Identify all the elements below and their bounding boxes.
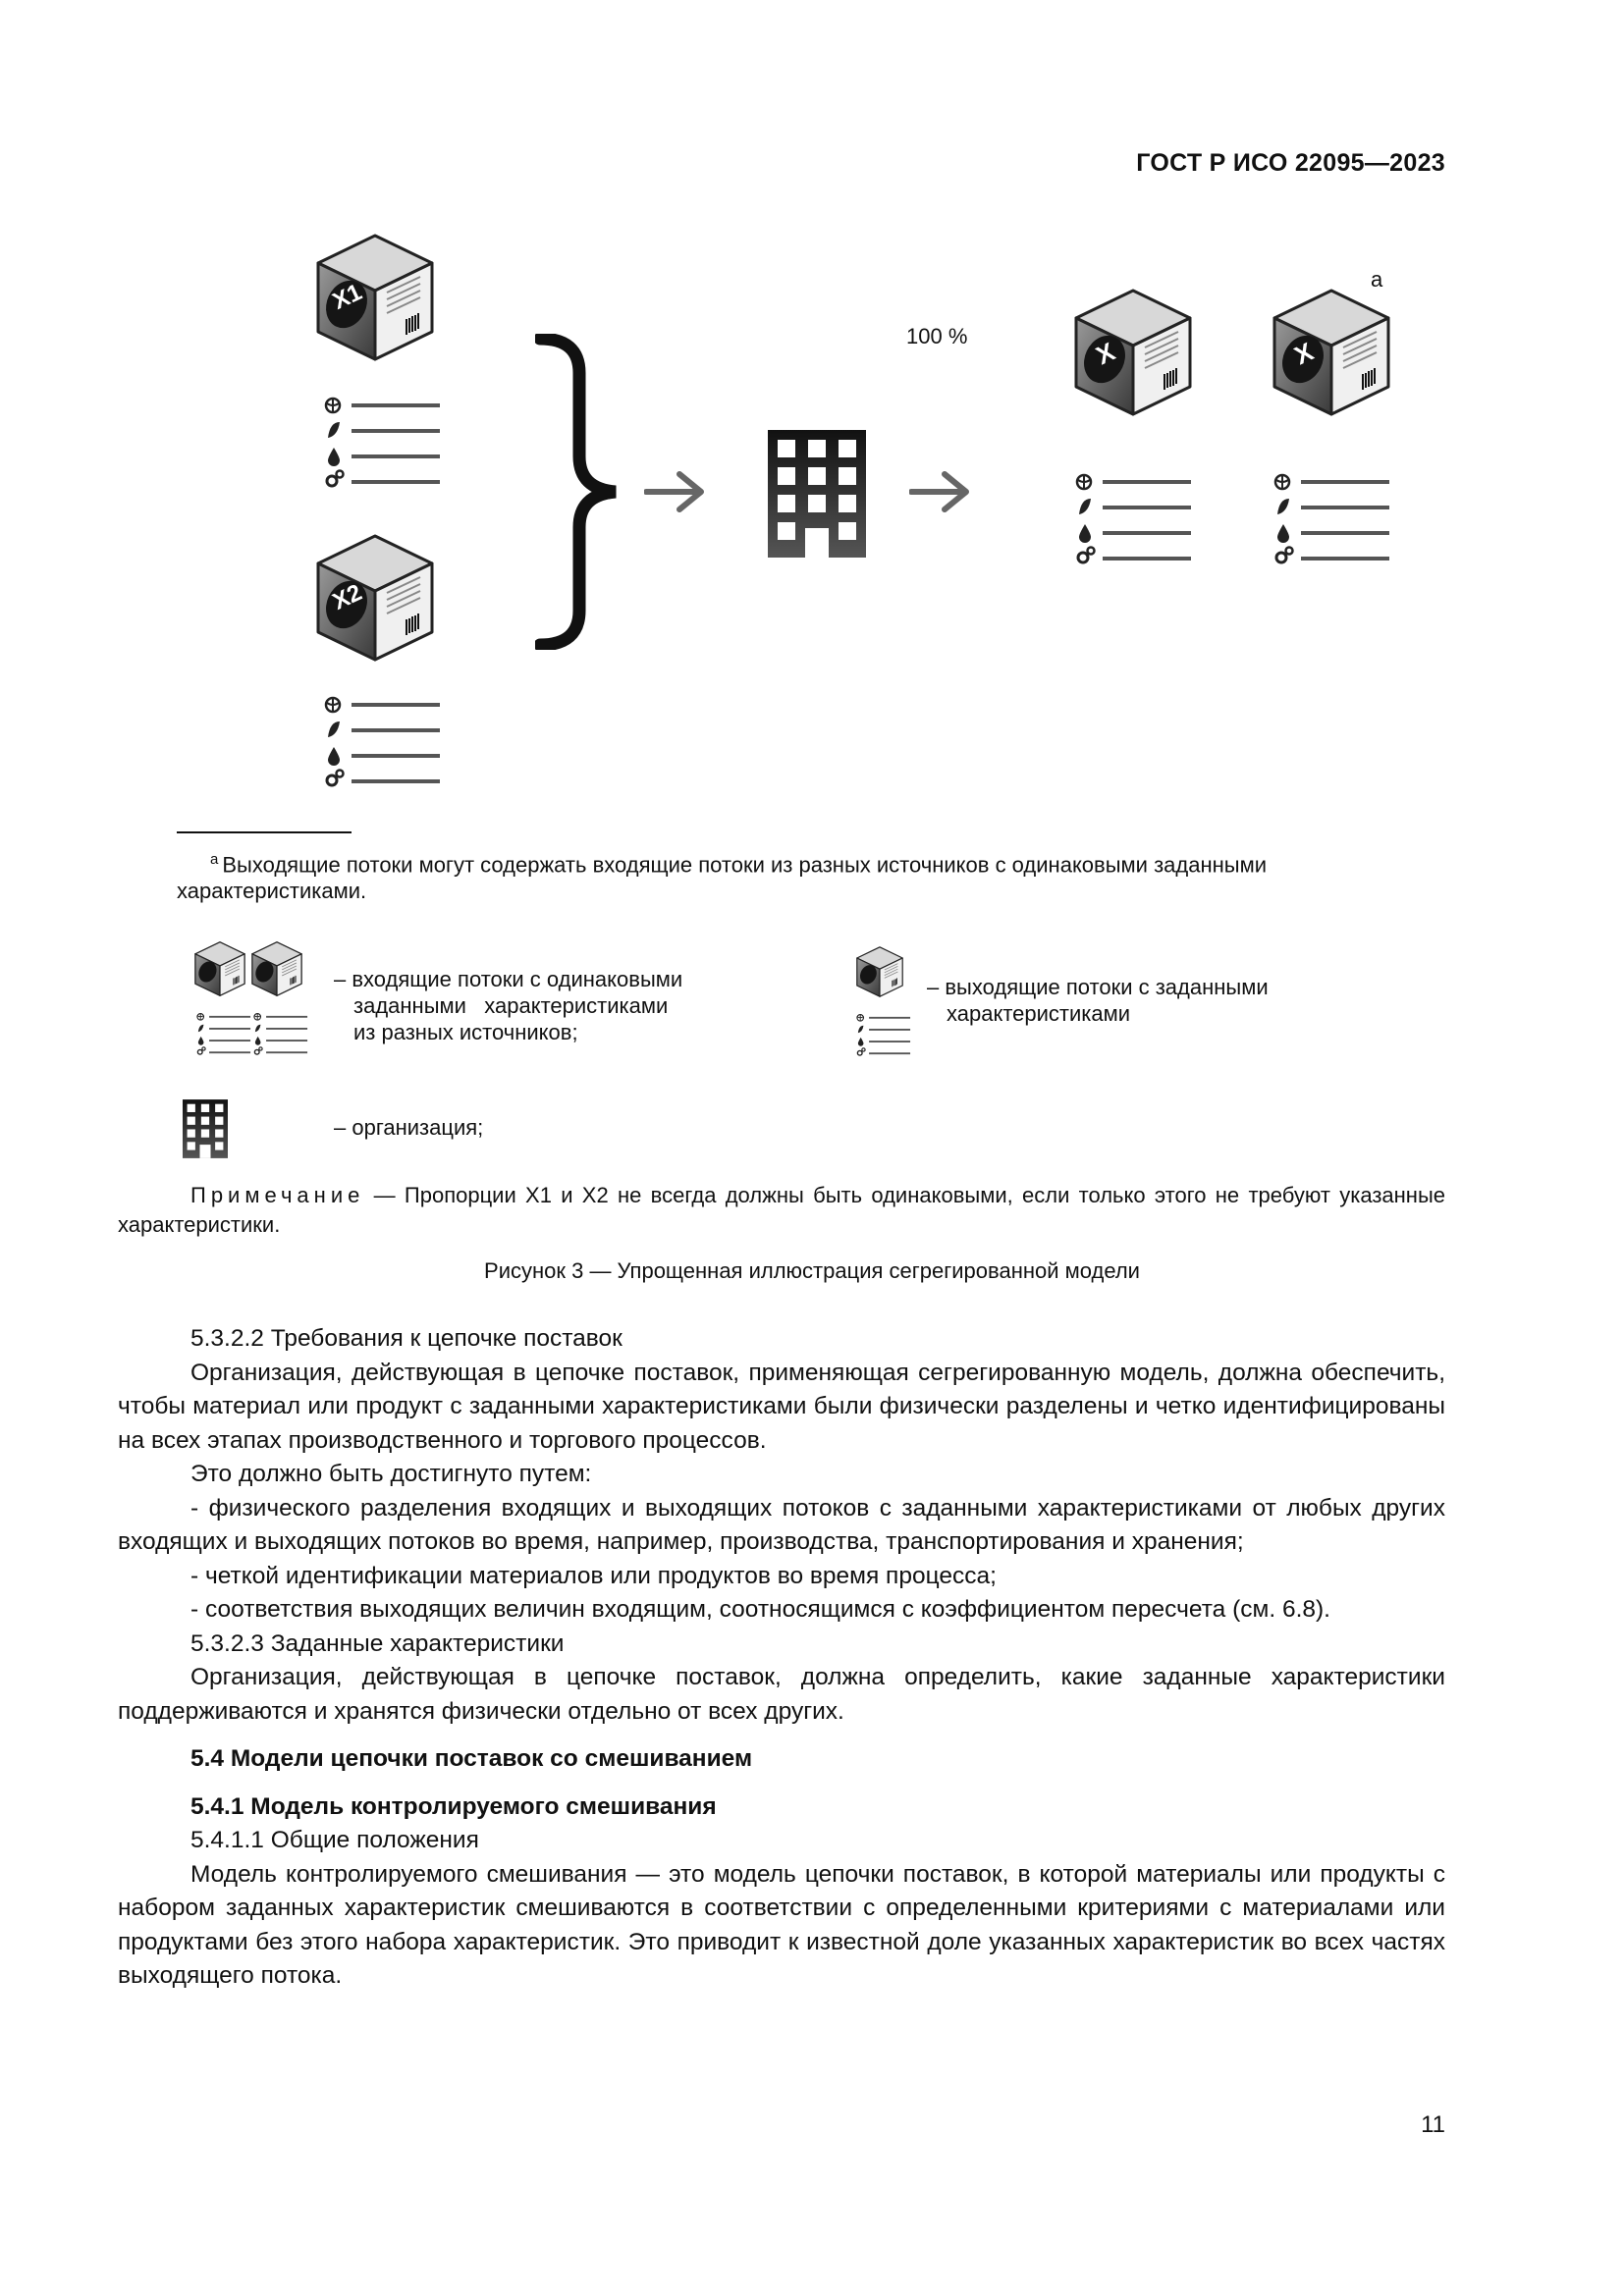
- paragraph: Это должно быть достигнуто путем:: [190, 1461, 592, 1487]
- characteristics-list-icon: [324, 395, 442, 493]
- legend-organization-icon: [183, 1096, 228, 1161]
- figure-caption: Рисунок 3 — Упрощенная иллюстрация сегрегированной модели: [484, 1258, 1140, 1283]
- paragraph: Организация, действующая в цепочке поставок, применяющая сегрегированную модель, должна обеспечить, чтобы материал или продукт с заданными характеристиками были физически разделены и четко идентифицированы на всех этапах производственного и торгового процессов.: [118, 1359, 1445, 1454]
- footnote-rule: [177, 831, 352, 833]
- list-item: - соответствия выходящих величин входящим, соотносящимся с коэффициентом пересчета (см. 6.8).: [190, 1596, 1330, 1623]
- characteristics-list-icon: [324, 694, 442, 792]
- section-5-4-1-1-title: 5.4.1.1 Общие положения: [190, 1827, 479, 1853]
- legend-organization: – организация;: [334, 1115, 484, 1140]
- box-label: X: [1091, 336, 1119, 371]
- box-label: X: [1289, 336, 1318, 371]
- section-5-3-2-3-title: 5.3.2.3 Заданные характеристики: [190, 1629, 565, 1657]
- characteristics-list-icon: [1072, 471, 1196, 569]
- footnote-marker: a: [1371, 267, 1383, 292]
- legend-outputs-icon: [856, 945, 925, 1063]
- arrow-right-icon: [909, 469, 972, 514]
- footnote: [177, 846, 1375, 904]
- section-5-3-2-2-title: 5.3.2.2 Требования к цепочке поставок: [190, 1325, 623, 1352]
- output-box: [1272, 289, 1390, 416]
- body-text: [118, 1322, 1445, 1994]
- legend-inputs-line1: – входящие потоки с одинаковыми: [334, 967, 683, 991]
- legend-inputs-icon: [194, 940, 314, 1062]
- note-text: — Пропорции X1 и X2 не всегда должны быть одинаковыми, если только этого не требуют указанные характеристики.: [118, 1183, 1445, 1237]
- curly-brace-icon: [535, 334, 623, 650]
- arrow-right-icon: [644, 469, 707, 514]
- legend-outputs-line2: характеристиками: [947, 1001, 1131, 1026]
- legend-inputs-line2: заданными характеристиками: [353, 993, 669, 1018]
- box-label: X2: [328, 579, 366, 615]
- legend-inputs-line3: из разных источников;: [353, 1020, 578, 1044]
- footnote-marker: a: [210, 851, 219, 868]
- note-label: Примечание: [190, 1183, 365, 1207]
- paragraph: Организация, действующая в цепочке поставок, должна определить, какие заданные характеристики поддерживаются и хранятся физически отдельно от всех других.: [118, 1664, 1445, 1725]
- input-box-x2: [316, 534, 434, 662]
- output-box: [1074, 289, 1192, 416]
- section-5-4-heading: 5.4 Модели цепочки поставок со смешиванием: [190, 1745, 753, 1772]
- figure-note: [118, 1181, 1445, 1240]
- input-box-x1: [316, 234, 434, 361]
- figure-segregated-model: [0, 0, 1624, 805]
- box-label: X1: [328, 279, 366, 315]
- document-header: ГОСТ Р ИСО 22095—2023: [1136, 149, 1445, 177]
- list-item: - физического разделения входящих и выходящих потоков с заданными характеристиками от любых других входящих и выходящих потоков во время, например, производства, транспортирования и хранения;: [118, 1494, 1445, 1555]
- footnote-text: Выходящие потоки могут содержать входящие потоки из разных источников с одинаковыми заданными характеристиками.: [177, 852, 1267, 904]
- section-5-4-1-heading: 5.4.1 Модель контролируемого смешивания: [190, 1792, 717, 1820]
- characteristics-list-icon: [1271, 471, 1394, 569]
- organization-building-icon: [768, 420, 866, 567]
- paragraph: Модель контролируемого смешивания — это модель цепочки поставок, в которой материалы или продукты с набором заданных характеристик смешиваются в соответствии с определенными критериями с материалами или продуктами без этого набора характеристик. Это приводит к известной доле указанных характеристик во всех частях выходящего потока.: [118, 1860, 1445, 1989]
- percent-label: 100 %: [906, 324, 968, 348]
- legend-outputs-line1: – выходящие потоки с заданными: [927, 975, 1269, 999]
- list-item: - четкой идентификации материалов или продуктов во время процесса;: [190, 1562, 997, 1589]
- page-number: 11: [1421, 2111, 1445, 2138]
